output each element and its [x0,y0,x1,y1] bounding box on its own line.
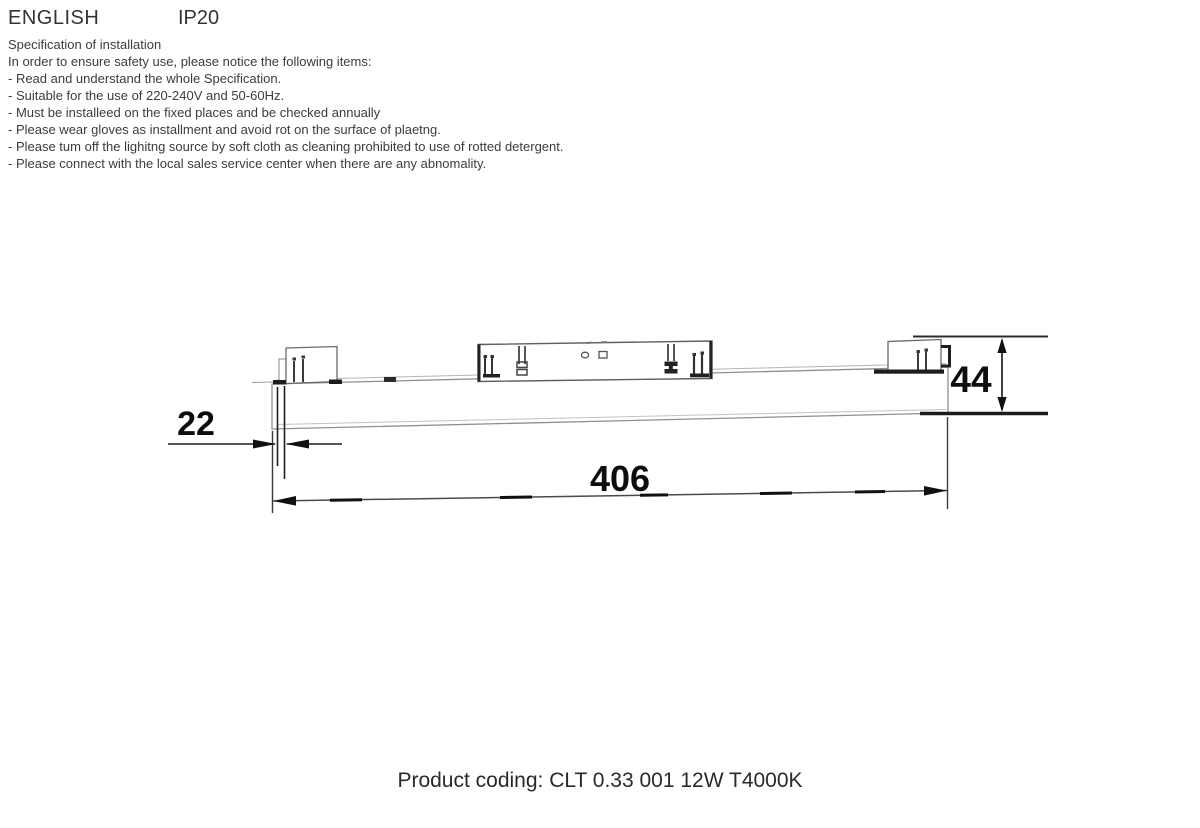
ip-rating-label: IP20 [178,7,220,29]
h-block-stem [669,362,673,374]
adapter-foot [874,370,944,374]
pin-cap [701,352,705,355]
spec-item: - Suitable for the use of 220-240V and 50-60Hz. [8,88,285,103]
bracket-foot [483,374,500,378]
pin-cap [491,355,495,358]
body-clamp-tick [384,377,396,382]
bracket-foot [690,374,709,378]
adapter-foot [273,380,286,385]
dim-44-label: 44 [950,359,992,400]
spec-intro: In order to ensure safety use, please notice the following items: [8,54,372,69]
mount-adapter-left [273,347,342,385]
arrowhead-up [997,338,1006,353]
adapter-box [478,341,712,382]
spec-item: - Must be installeed on the fixed places and be checked annually [8,105,381,120]
pin-cap [293,358,297,361]
pin-cap [693,353,697,356]
spec-item: - Please connect with the local sales service center when there are any abnomality. [8,156,487,171]
arrowhead-down [997,397,1006,412]
dimension-line-dash [500,497,532,498]
arrowhead-left [286,440,310,449]
dim-22-label: 22 [177,405,215,443]
language-label: ENGLISH [8,7,100,29]
adapter-box [888,340,941,374]
adapter-foot [329,380,342,385]
arrowhead-right [924,486,947,496]
pin-cap [925,349,929,352]
dimension-length [273,417,948,513]
pin-cap [917,350,921,353]
dim-406-label: 406 [589,458,651,499]
pin-cap [302,356,306,359]
arrowhead-left [273,496,296,506]
spec-item: - Please tum off the lighitng source by soft cloth as cleaning prohibited to use of rotted detergent. [8,139,564,154]
spec-item: - Read and understand the whole Specification. [8,71,282,86]
product-coding: Product coding: CLT 0.33 001 12W T4000K [397,769,803,792]
dimension-line-dash [330,500,362,501]
spec-title: Specification of installation [8,37,162,52]
pin-cap [484,355,488,358]
dimension-line-dash [855,492,885,493]
dimension-line-dash [760,493,792,494]
spec-item: - Please wear gloves as installment and avoid rot on the surface of plaetng. [8,122,441,137]
mount-adapter-center [478,341,712,382]
